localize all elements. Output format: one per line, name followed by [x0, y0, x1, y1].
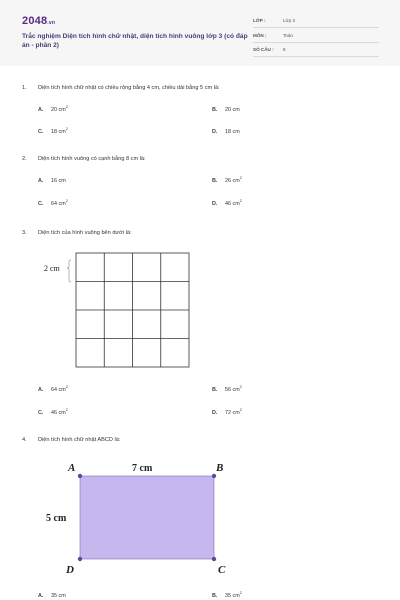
option-sup: 2	[239, 385, 242, 390]
option-sup: 2	[65, 408, 68, 413]
option-1c[interactable]	[38, 129, 68, 135]
side-length-label: 2 cm	[44, 264, 60, 273]
option-text: 64 cm	[51, 387, 66, 393]
option-1b[interactable]	[212, 107, 240, 113]
question-text: Diện tích của hình vuông bên dưới là:	[38, 230, 132, 236]
vertex-dot	[78, 557, 82, 561]
option-letter: D.	[212, 201, 218, 207]
option-text: 20 cm	[51, 107, 66, 113]
option-2a[interactable]	[38, 178, 66, 184]
site-logo[interactable]	[22, 15, 55, 27]
logo-main: 2048	[22, 15, 48, 27]
option-sup: 2	[239, 591, 242, 596]
question-text: Diện tích hình chữ nhật có chiều rộng bằng 4 cm, chiều dài bằng 5 cm là:	[38, 85, 220, 91]
grid-lines	[76, 253, 189, 367]
left-side-label: 5 cm	[46, 513, 67, 524]
option-2d[interactable]	[212, 201, 242, 207]
option-text: 26 cm	[225, 178, 240, 184]
option-sup: 2	[65, 105, 68, 110]
option-3b[interactable]	[212, 387, 242, 393]
option-sup: 2	[65, 385, 68, 390]
document-title: Trắc nghiệm Diện tích hình chữ nhật, diện tích hình vuông lớp 3 (có đáp án - phần 2)	[22, 33, 248, 49]
vertex-dot	[212, 474, 216, 478]
question-number: 2.	[22, 156, 27, 162]
rectangle-abcd-figure	[40, 456, 240, 580]
option-letter: C.	[38, 201, 44, 207]
option-text: 46 cm	[51, 410, 66, 416]
vertex-dot	[212, 557, 216, 561]
option-letter: A.	[38, 178, 44, 184]
option-sup: 2	[65, 127, 68, 132]
question-text: Diện tích hình chữ nhật ABCD là:	[38, 437, 121, 443]
question-1	[22, 85, 220, 91]
option-text: 46 cm	[225, 201, 240, 207]
top-side-label: 7 cm	[132, 463, 153, 474]
option-sup: 2	[65, 199, 68, 204]
option-text: 56 cm	[225, 387, 240, 393]
option-4a[interactable]	[38, 593, 66, 599]
option-2b[interactable]	[212, 178, 242, 184]
option-letter: C.	[38, 129, 44, 135]
grade-value: Lớp 3	[283, 18, 295, 23]
option-letter: B.	[212, 107, 218, 113]
question-3	[22, 230, 132, 236]
option-letter: A.	[38, 387, 44, 393]
page-header	[0, 0, 400, 66]
option-sup: 2	[239, 199, 242, 204]
question-text: Diện tích hình vuông có cạnh bằng 8 cm là:	[38, 156, 146, 162]
option-1a[interactable]	[38, 107, 68, 113]
question-number: 3.	[22, 230, 27, 236]
square-grid-figure	[40, 248, 200, 372]
question-count-value: 8	[283, 47, 286, 52]
option-2c[interactable]	[38, 201, 68, 207]
option-letter: D.	[212, 129, 218, 135]
option-text: 35 cm	[225, 593, 240, 599]
divider	[253, 56, 379, 57]
logo-suffix: .vn	[47, 20, 56, 26]
option-text: 72 cm	[225, 410, 240, 416]
option-text: 20 cm	[225, 107, 240, 113]
option-letter: B.	[212, 387, 218, 393]
subject-value: Toán	[283, 33, 293, 38]
option-letter: B.	[212, 593, 218, 599]
vertex-label-a: A	[68, 462, 76, 474]
option-letter: B.	[212, 178, 218, 184]
option-letter: A.	[38, 593, 44, 599]
brace-icon	[67, 260, 71, 282]
option-text: 18 cm	[225, 129, 240, 135]
option-3c[interactable]	[38, 410, 68, 416]
option-letter: A.	[38, 107, 44, 113]
question-count-label: SỐ CÂU :	[253, 47, 274, 52]
question-number: 4.	[22, 437, 27, 443]
divider	[253, 42, 379, 43]
option-text: 35 cm	[51, 593, 66, 599]
divider	[253, 27, 379, 28]
option-3a[interactable]	[38, 387, 68, 393]
vertex-label-b: B	[216, 462, 224, 474]
option-text: 64 cm	[51, 201, 66, 207]
vertex-dot	[78, 474, 82, 478]
question-number: 1.	[22, 85, 27, 91]
option-sup: 2	[239, 176, 242, 181]
subject-label: MÔN :	[253, 33, 267, 38]
option-sup: 2	[239, 408, 242, 413]
grade-label: LỚP :	[253, 18, 266, 23]
option-4b[interactable]	[212, 593, 242, 599]
option-3d[interactable]	[212, 410, 242, 416]
option-letter: D.	[212, 410, 218, 416]
question-4	[22, 437, 120, 443]
vertex-label-d: D	[66, 564, 74, 576]
option-1d[interactable]	[212, 129, 240, 135]
option-text: 18 cm	[51, 129, 66, 135]
rectangle-shape	[80, 476, 214, 559]
option-letter: C.	[38, 410, 44, 416]
vertex-label-c: C	[218, 564, 226, 576]
option-text: 16 cm	[51, 178, 66, 184]
question-2	[22, 156, 146, 162]
